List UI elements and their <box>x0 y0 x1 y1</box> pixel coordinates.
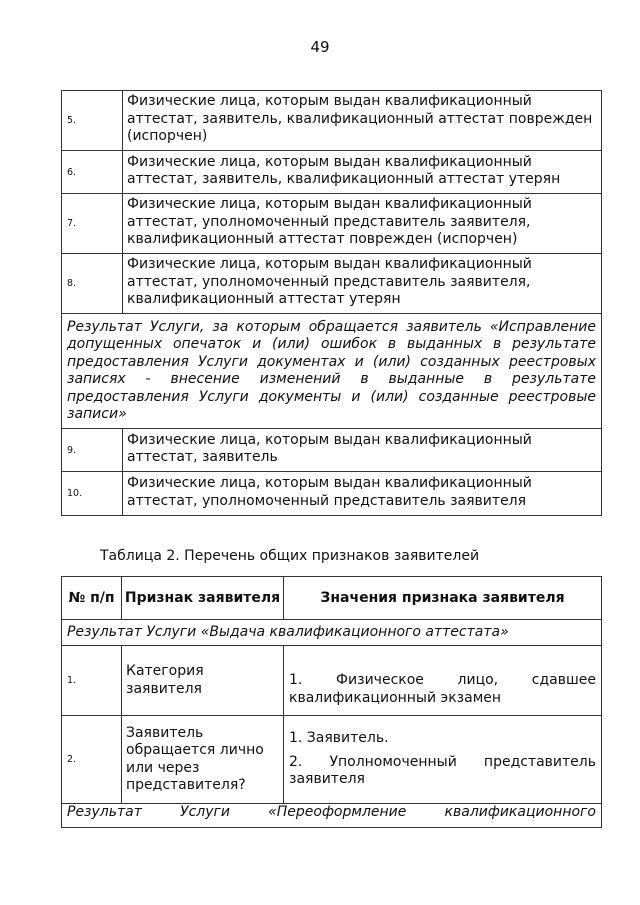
row-description: Физические лица, которым выдан квалификационный аттестат, уполномоченный представитель заявителя, квалификационный аттестат утерян <box>123 254 602 314</box>
value-item: 1. Заявитель. <box>289 730 389 747</box>
applicant-attributes-table <box>61 576 602 828</box>
table-row <box>62 472 602 516</box>
row-number: 7. <box>62 194 123 254</box>
row-number: 1. <box>62 646 122 716</box>
section-row <box>62 804 602 828</box>
header-values: Значения признака заявителя <box>284 577 602 620</box>
section-row <box>62 314 602 429</box>
header-row <box>62 577 602 620</box>
section-heading-word: «Переоформление <box>268 804 407 820</box>
value-item: 2. Уполномоченный представитель заявителя <box>289 753 596 788</box>
header-number: № п/п <box>62 577 122 620</box>
section-heading-words <box>67 804 596 821</box>
table-row <box>62 194 602 254</box>
row-description: Физические лица, которым выдан квалификационный аттестат, заявитель, квалификационный аттестат поврежден (испорчен) <box>123 91 602 151</box>
row-values <box>284 716 602 804</box>
row-number: 8. <box>62 254 123 314</box>
row-description: Физические лица, которым выдан квалификационный аттестат, заявитель, квалификационный аттестат утерян <box>123 151 602 194</box>
row-number: 6. <box>62 151 123 194</box>
value-item: 1. Физическое лицо, сдавшее квалификационный экзамен <box>289 672 596 706</box>
row-attribute: Категория заявителя <box>122 646 284 716</box>
section-heading: Результат Услуги, за которым обращается заявитель «Исправление допущенных опечаток и (или) ошибок в выданных в результате предоставления Услуги документах и (или) созданных реестровых записях - внесение изменений в выданные в результате предоставления Услуги документы и (или) созданные реестровые записи» <box>62 314 602 429</box>
table-row <box>62 91 602 151</box>
table-row <box>62 646 602 716</box>
section-heading-cut <box>62 804 602 828</box>
row-description: Физические лица, которым выдан квалификационный аттестат, заявитель <box>123 429 602 472</box>
table-row <box>62 429 602 472</box>
section-heading-word: Результат <box>67 804 142 820</box>
table-row <box>62 716 602 804</box>
row-description: Физические лица, которым выдан квалификационный аттестат, уполномоченный представитель заявителя <box>123 472 602 516</box>
row-number: 9. <box>62 429 123 472</box>
section-heading-word: квалификационного <box>444 804 596 820</box>
section-heading-word: Услуги <box>180 804 230 820</box>
header-attribute: Признак заявителя <box>122 577 284 620</box>
row-number: 5. <box>62 91 123 151</box>
table-caption: Таблица 2. Перечень общих признаков заявителей <box>100 548 480 564</box>
section-row <box>62 620 602 646</box>
row-attribute: Заявитель обращается лично или через представителя? <box>122 716 284 804</box>
row-number: 2. <box>62 716 122 804</box>
row-number: 10. <box>62 472 123 516</box>
section-heading: Результат Услуги «Выдача квалификационного аттестата» <box>62 620 602 646</box>
page-number: 49 <box>310 38 330 56</box>
row-description: Физические лица, которым выдан квалификационный аттестат, уполномоченный представитель заявителя, квалификационный аттестат поврежден (испорчен) <box>123 194 602 254</box>
applicants-table-continued <box>61 90 602 516</box>
row-values <box>284 646 602 716</box>
table-row <box>62 151 602 194</box>
table-row <box>62 254 602 314</box>
